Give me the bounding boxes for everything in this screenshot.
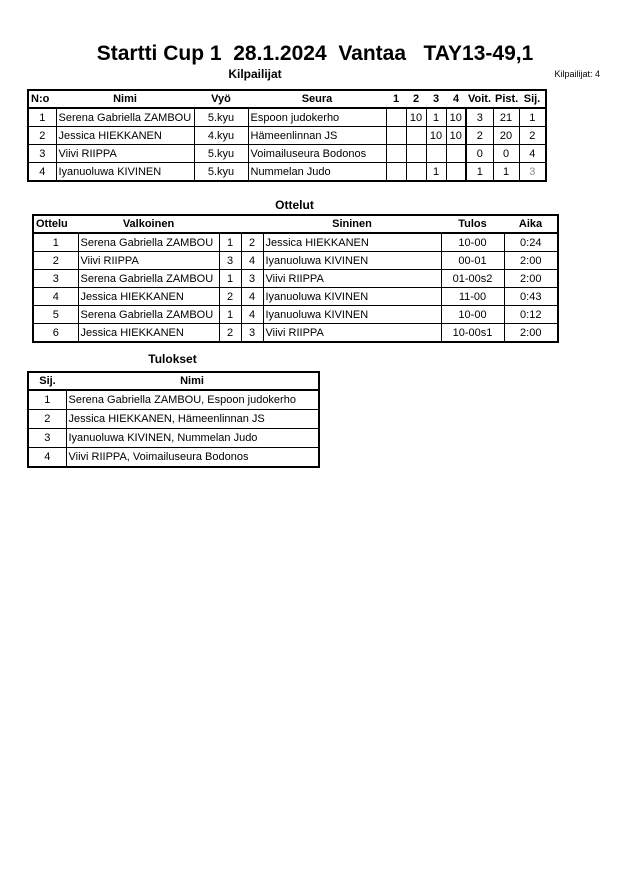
cell-white-name: Jessica HIEKKANEN xyxy=(78,324,219,343)
cell-place: 3 xyxy=(28,429,66,448)
col-header-place: Sij. xyxy=(28,372,66,390)
cell-round3: 10 xyxy=(426,127,446,145)
cell-blue-name: Iyanuoluwa KIVINEN xyxy=(263,306,441,324)
cell-blue-no: 4 xyxy=(241,288,263,306)
cell-match-no: 2 xyxy=(33,252,78,270)
col-header-result: Tulos xyxy=(441,215,504,233)
cell-club: Nummelan Judo xyxy=(248,163,386,182)
competitors-section-heading: Kilpailijat xyxy=(228,67,282,81)
cell-wins: 3 xyxy=(466,108,493,127)
result-row xyxy=(28,390,319,410)
cell-belt: 5.kyu xyxy=(194,108,248,127)
col-header-round3: 3 xyxy=(426,90,446,108)
competitor-row xyxy=(28,145,546,163)
cell-place: 2 xyxy=(519,127,546,145)
col-header-belt: Vyö xyxy=(194,90,248,108)
cell-result: 10-00 xyxy=(441,233,504,252)
cell-no: 3 xyxy=(28,145,56,163)
col-header-points: Pist. xyxy=(493,90,519,108)
cell-match-no: 6 xyxy=(33,324,78,343)
cell-round3: 1 xyxy=(426,163,446,182)
results-section-heading: Tulokset xyxy=(148,352,197,366)
match-row xyxy=(33,233,558,252)
cell-belt: 5.kyu xyxy=(194,145,248,163)
cell-blue-name: Iyanuoluwa KIVINEN xyxy=(263,252,441,270)
cell-place: 1 xyxy=(28,390,66,410)
cell-blue-name: Iyanuoluwa KIVINEN xyxy=(263,288,441,306)
cell-name: Iyanuoluwa KIVINEN xyxy=(56,163,194,182)
cell-belt: 4.kyu xyxy=(194,127,248,145)
cell-white-no: 3 xyxy=(219,252,241,270)
cell-white-name: Serena Gabriella ZAMBOU xyxy=(78,306,219,324)
cell-place: 2 xyxy=(28,410,66,429)
cell-blue-no: 3 xyxy=(241,270,263,288)
cell-white-no: 2 xyxy=(219,324,241,343)
page-title: Startti Cup 1 28.1.2024 Vantaa TAY13-49,1 xyxy=(96,42,534,65)
cell-name-club: Iyanuoluwa KIVINEN, Nummelan Judo xyxy=(66,429,319,448)
cell-result: 10-00s1 xyxy=(441,324,504,343)
cell-name-club: Viivi RIIPPA, Voimailuseura Bodonos xyxy=(66,448,319,468)
col-header-round1: 1 xyxy=(386,90,406,108)
cell-round4: 10 xyxy=(446,127,466,145)
cell-blue-no: 3 xyxy=(241,324,263,343)
result-row xyxy=(28,448,319,468)
col-header-round4: 4 xyxy=(446,90,466,108)
cell-time: 2:00 xyxy=(504,324,558,343)
cell-name: Jessica HIEKKANEN xyxy=(56,127,194,145)
cell-club: Hämeenlinnan JS xyxy=(248,127,386,145)
col-header-white: Valkoinen xyxy=(78,215,219,233)
competitor-row xyxy=(28,127,546,145)
results-table xyxy=(27,371,320,468)
matches-header-row xyxy=(33,215,558,233)
cell-round3: 1 xyxy=(426,108,446,127)
col-header-name: Nimi xyxy=(66,372,319,390)
competitors-table xyxy=(27,89,547,182)
cell-white-no: 1 xyxy=(219,270,241,288)
cell-round2 xyxy=(406,145,426,163)
col-header-numbers xyxy=(219,215,263,233)
matches-table xyxy=(32,214,559,343)
cell-points: 20 xyxy=(493,127,519,145)
cell-white-name: Jessica HIEKKANEN xyxy=(78,288,219,306)
match-row xyxy=(33,252,558,270)
cell-place: 4 xyxy=(28,448,66,468)
cell-round3 xyxy=(426,145,446,163)
cell-place: 1 xyxy=(519,108,546,127)
cell-match-no: 4 xyxy=(33,288,78,306)
cell-time: 2:00 xyxy=(504,270,558,288)
cell-white-no: 2 xyxy=(219,288,241,306)
cell-place: 3 xyxy=(519,163,546,182)
cell-white-name: Serena Gabriella ZAMBOU xyxy=(78,233,219,252)
col-header-club: Seura xyxy=(248,90,386,108)
cell-match-no: 3 xyxy=(33,270,78,288)
cell-blue-no: 2 xyxy=(241,233,263,252)
cell-white-no: 1 xyxy=(219,233,241,252)
cell-blue-name: Viivi RIIPPA xyxy=(263,324,441,343)
cell-no: 1 xyxy=(28,108,56,127)
cell-white-no: 1 xyxy=(219,306,241,324)
cell-result: 11-00 xyxy=(441,288,504,306)
cell-no: 2 xyxy=(28,127,56,145)
cell-result: 10-00 xyxy=(441,306,504,324)
cell-points: 21 xyxy=(493,108,519,127)
competitor-row xyxy=(28,108,546,127)
col-header-wins: Voit. xyxy=(466,90,493,108)
cell-belt: 5.kyu xyxy=(194,163,248,182)
cell-round1 xyxy=(386,108,406,127)
cell-blue-name: Viivi RIIPPA xyxy=(263,270,441,288)
competitor-row xyxy=(28,163,546,182)
cell-round4: 10 xyxy=(446,108,466,127)
match-row xyxy=(33,288,558,306)
cell-name: Serena Gabriella ZAMBOU xyxy=(56,108,194,127)
result-row xyxy=(28,429,319,448)
cell-points: 1 xyxy=(493,163,519,182)
col-header-match: Ottelu xyxy=(33,215,78,233)
col-header-name: Nimi xyxy=(56,90,194,108)
cell-wins: 2 xyxy=(466,127,493,145)
result-row xyxy=(28,410,319,429)
cell-time: 2:00 xyxy=(504,252,558,270)
cell-match-no: 1 xyxy=(33,233,78,252)
cell-round2: 10 xyxy=(406,108,426,127)
cell-round1 xyxy=(386,145,406,163)
cell-time: 0:24 xyxy=(504,233,558,252)
competitors-header-row xyxy=(28,90,546,108)
cell-time: 0:12 xyxy=(504,306,558,324)
cell-result: 01-00s2 xyxy=(441,270,504,288)
cell-no: 4 xyxy=(28,163,56,182)
col-header-no: N:o xyxy=(28,90,56,108)
cell-blue-no: 4 xyxy=(241,252,263,270)
cell-wins: 1 xyxy=(466,163,493,182)
cell-wins: 0 xyxy=(466,145,493,163)
cell-club: Espoon judokerho xyxy=(248,108,386,127)
cell-place: 4 xyxy=(519,145,546,163)
cell-round2 xyxy=(406,127,426,145)
cell-points: 0 xyxy=(493,145,519,163)
cell-round1 xyxy=(386,127,406,145)
match-row xyxy=(33,306,558,324)
cell-blue-no: 4 xyxy=(241,306,263,324)
cell-club: Voimailuseura Bodonos xyxy=(248,145,386,163)
cell-blue-name: Jessica HIEKKANEN xyxy=(263,233,441,252)
cell-white-name: Viivi RIIPPA xyxy=(78,252,219,270)
cell-round4 xyxy=(446,163,466,182)
cell-name-club: Jessica HIEKKANEN, Hämeenlinnan JS xyxy=(66,410,319,429)
cell-name-club: Serena Gabriella ZAMBOU, Espoon judokerho xyxy=(66,390,319,410)
results-header-row xyxy=(28,372,319,390)
col-header-blue: Sininen xyxy=(263,215,441,233)
match-row xyxy=(33,270,558,288)
match-row xyxy=(33,324,558,343)
cell-white-name: Serena Gabriella ZAMBOU xyxy=(78,270,219,288)
competitors-count-label: Kilpailijat: 4 xyxy=(554,69,600,79)
cell-round2 xyxy=(406,163,426,182)
cell-round1 xyxy=(386,163,406,182)
matches-section-heading: Ottelut xyxy=(275,198,314,212)
cell-name: Viivi RIIPPA xyxy=(56,145,194,163)
cell-round4 xyxy=(446,145,466,163)
col-header-time: Aika xyxy=(504,215,558,233)
cell-result: 00-01 xyxy=(441,252,504,270)
cell-match-no: 5 xyxy=(33,306,78,324)
cell-time: 0:43 xyxy=(504,288,558,306)
col-header-place: Sij. xyxy=(519,90,546,108)
col-header-round2: 2 xyxy=(406,90,426,108)
